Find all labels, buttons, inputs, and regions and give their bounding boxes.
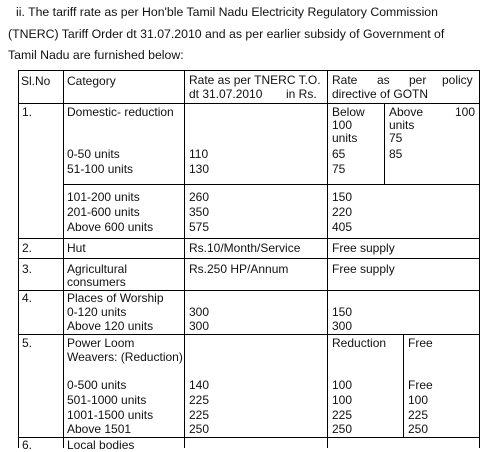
hline-r4-end — [18, 334, 480, 335]
row1-sub3-policy: 150 — [332, 190, 353, 204]
row5-sub4-rate: 250 — [189, 422, 210, 436]
row5-sub3-rate: 225 — [189, 408, 210, 422]
row4-sub1-category: 0-120 units — [67, 305, 127, 319]
row5-sub3-policy2: 225 — [408, 408, 429, 422]
hline-r2-end — [18, 258, 480, 259]
row1-sub1-category: 0-50 units — [67, 147, 120, 161]
intro-line-1: ii. The tariff rate as per Hon'ble Tamil Nadu Electricity Regulatory Commission — [16, 5, 438, 19]
row3-no: 3. — [22, 262, 33, 276]
intro-line-3: Tamil Nadu are furnished below: — [8, 48, 184, 62]
row1-no: 1. — [22, 105, 33, 119]
row5-sub2-policy2: 100 — [408, 393, 429, 407]
row4-sub1-rate: 300 — [189, 305, 210, 319]
row5-sub3-category: 1001-1500 units — [67, 408, 154, 422]
row4-no: 4. — [22, 291, 33, 305]
row5-sub2-category: 501-1000 units — [67, 393, 147, 407]
row1-sub4-category: 201-600 units — [67, 205, 140, 219]
header-policy-w2: as — [377, 73, 390, 87]
row1-sub5-policy: 405 — [332, 220, 353, 234]
row2-no: 2. — [22, 241, 33, 255]
row5-sub1-rate: 140 — [189, 378, 210, 392]
row5-sub4-policy1: 250 — [332, 422, 353, 436]
row2-category: Hut — [67, 241, 86, 255]
row6-category: Local bodies — [67, 438, 135, 452]
row1-above-num: 100 — [455, 105, 476, 119]
row5-policy1-head: Reduction — [332, 336, 387, 350]
header-policy-line2: directive of GOTN — [332, 87, 429, 101]
row1-sub5-rate: 575 — [189, 220, 210, 234]
row4-sub1-policy: 150 — [332, 305, 353, 319]
row1-sub3-rate: 260 — [189, 190, 210, 204]
row5-category-l2: Weavers: (Reduction) — [67, 350, 183, 364]
row1-below-l3: units — [332, 131, 358, 145]
vline-category — [184, 70, 185, 448]
row1-sub5-category: Above 600 units — [67, 220, 154, 234]
row1-sub2-rate: 130 — [189, 162, 210, 176]
vline-right — [479, 70, 480, 448]
row5-sub1-category: 0-500 units — [67, 378, 127, 392]
hline-header — [18, 103, 480, 104]
row3-policy: Free supply — [332, 262, 395, 276]
header-rate-line1: Rate as per TNERC T.O. — [189, 73, 321, 87]
hline-top — [18, 70, 480, 71]
row4-category-l1: Places of Worship — [67, 291, 164, 305]
header-rate-line2b: in Rs. — [286, 87, 317, 101]
row4-sub2-category: Above 120 units — [67, 319, 154, 333]
row5-sub2-rate: 225 — [189, 393, 210, 407]
row5-sub3-policy1: 225 — [332, 408, 353, 422]
vline-rate — [327, 70, 328, 448]
row1-below-l1: Below — [332, 105, 365, 119]
header-policy-w3: per — [409, 73, 427, 87]
row3-category-l2: consumers — [67, 275, 126, 289]
row5-policy2-head: Free — [408, 336, 433, 350]
row1-sub4-policy: 220 — [332, 205, 353, 219]
row1-below-l2: 100 — [332, 118, 353, 132]
row5-category-l1: Power Loom — [67, 336, 135, 350]
row1-above-l2: units — [389, 118, 415, 132]
row3-category-l1: Agricultural — [67, 262, 128, 276]
row3-rate: Rs.250 HP/Annum — [189, 262, 289, 276]
row1-sub1-policy2: 85 — [389, 147, 403, 161]
hline-r1-sub — [63, 184, 480, 185]
header-rate-line2a: dt 31.07.2010 — [189, 87, 263, 101]
row5-sub1-policy2: Free — [408, 378, 433, 392]
row1-above-l1: Above — [389, 105, 424, 119]
row5-no: 5. — [22, 336, 33, 350]
row1-sub2-policy1: 75 — [332, 162, 346, 176]
header-category: Category — [67, 74, 116, 88]
row5-sub4-category: Above 1501 — [67, 422, 132, 436]
row1-sub4-rate: 350 — [189, 205, 210, 219]
header-slno: Sl.No — [21, 74, 51, 88]
vline-left — [18, 70, 19, 448]
row1-above-l3: 75 — [389, 131, 403, 145]
row5-sub4-policy2: 250 — [408, 422, 429, 436]
row1-sub2-category: 51-100 units — [67, 162, 134, 176]
row5-sub2-policy1: 100 — [332, 393, 353, 407]
vline-r1-policy-split — [384, 103, 385, 184]
header-policy-w1: Rate — [332, 73, 358, 87]
row1-sub1-policy1: 65 — [332, 147, 346, 161]
vline-slno — [63, 70, 64, 448]
hline-r1-end — [18, 238, 480, 239]
header-policy-w4: policy — [442, 73, 473, 87]
row2-policy: Free supply — [332, 241, 395, 255]
row4-sub2-policy: 300 — [332, 319, 353, 333]
row1-sub3-category: 101-200 units — [67, 190, 140, 204]
intro-line-2: (TNERC) Tariff Order dt 31.07.2010 and as per earlier subsidy of Government of — [8, 26, 445, 41]
row6-no: 6. — [22, 438, 33, 452]
vline-r5-policy-split — [403, 334, 404, 437]
row1-category: Domestic- reduction — [67, 105, 174, 119]
row1-sub1-rate: 110 — [189, 147, 209, 161]
row4-sub2-rate: 300 — [189, 319, 210, 333]
row2-rate: Rs.10/Month/Service — [189, 241, 301, 255]
row5-sub1-policy1: 100 — [332, 378, 353, 392]
